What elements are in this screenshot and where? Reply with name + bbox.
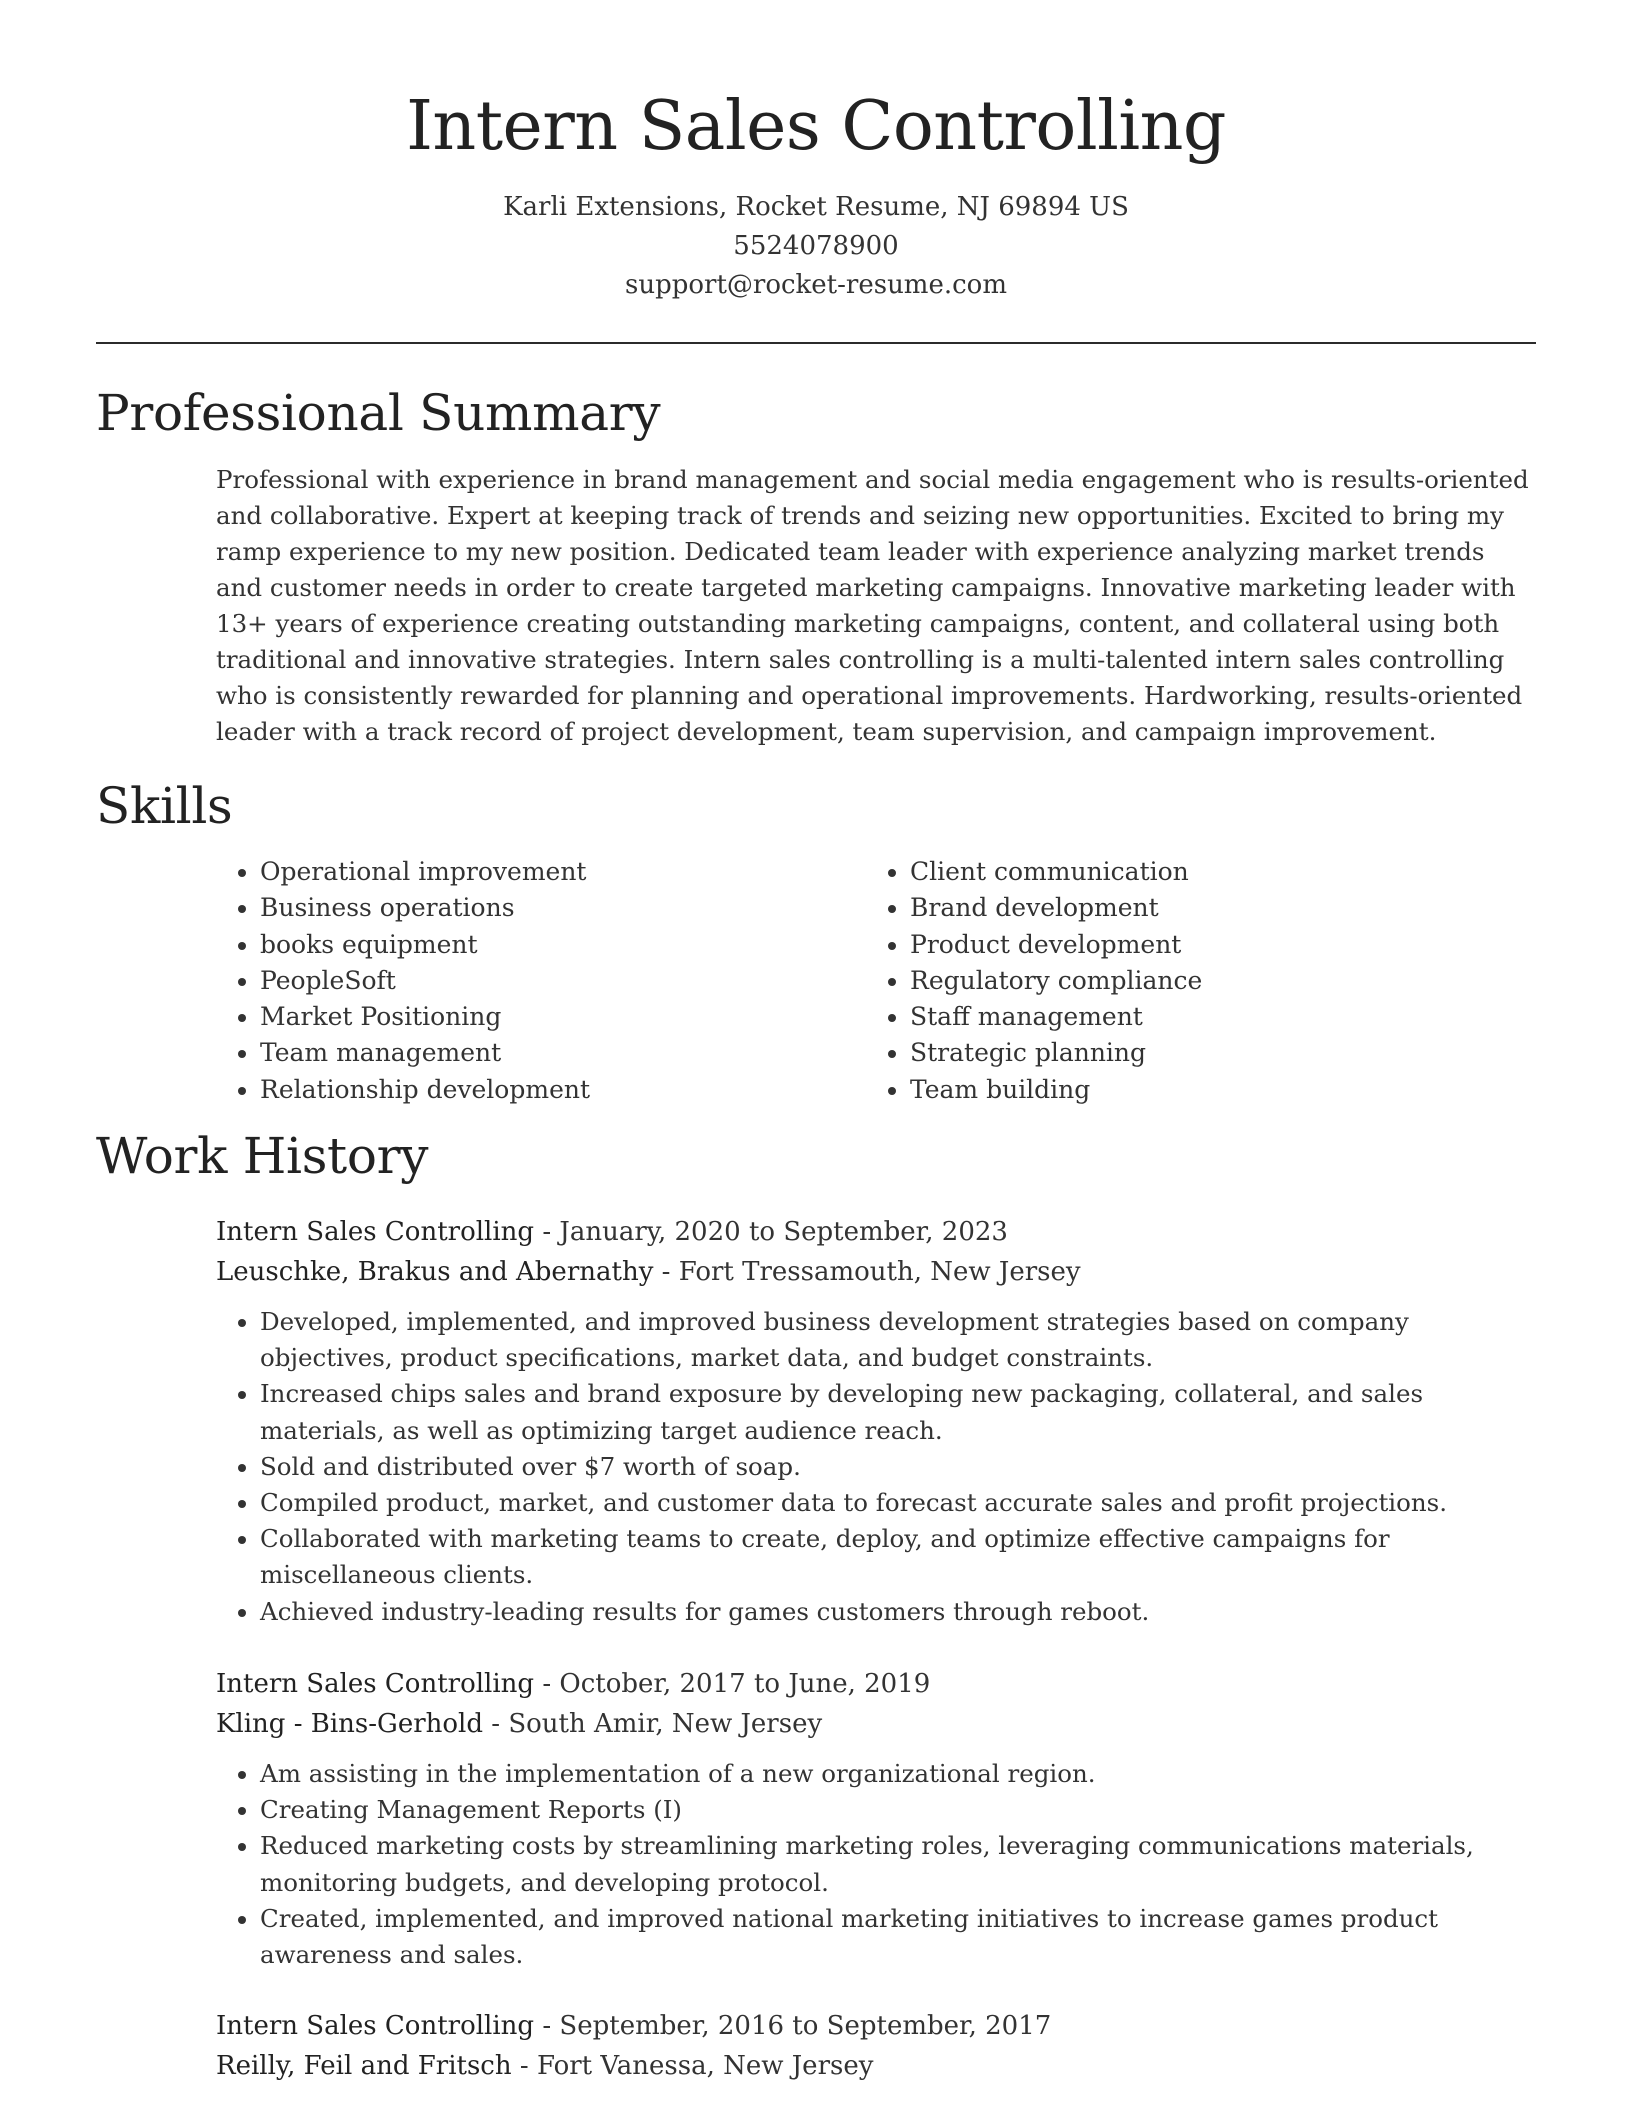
job-position: Intern Sales Controlling bbox=[216, 1217, 535, 1247]
job-entry-1 bbox=[216, 1212, 1536, 1630]
skill-item: • Relationship development bbox=[260, 1072, 860, 1108]
job-company: Kling - Bins-Gerhold bbox=[216, 1709, 483, 1739]
contact-phone: 5524078900 bbox=[733, 231, 899, 261]
skills-list-left bbox=[216, 854, 860, 1108]
job-bullets bbox=[216, 1304, 1536, 1630]
job-bullet: • Sold and distributed over $7 worth of soap. bbox=[260, 1449, 1536, 1485]
job-location: Fort Vanessa, New Jersey bbox=[536, 2051, 874, 2081]
job-dates: September, 2016 to September, 2017 bbox=[559, 2011, 1052, 2041]
skill-item: • Operational improvement bbox=[260, 854, 860, 890]
work-history-heading: Work History bbox=[96, 1127, 429, 1185]
header-divider bbox=[96, 342, 1536, 344]
skill-item: • Brand development bbox=[910, 890, 1510, 926]
job-bullet: • Am assisting in the implementation of a new organizational region. bbox=[260, 1756, 1536, 1792]
skill-item: • Team management bbox=[260, 1035, 860, 1071]
skill-item: • Regulatory compliance bbox=[910, 963, 1510, 999]
job-location: South Amir, New Jersey bbox=[508, 1709, 823, 1739]
job-bullet: • Increased chips sales and brand exposure by developing new packaging, collateral, and sales materials, as well as optimizing target audience reach. bbox=[260, 1376, 1536, 1448]
job-bullet: • Creating Management Reports (I) bbox=[260, 1792, 1536, 1828]
job-bullet: • Collaborated with marketing teams to create, deploy, and optimize effective campaigns for miscellaneous clients. bbox=[260, 1521, 1536, 1593]
job-bullet: • Reduced marketing costs by streamlining marketing roles, leveraging communications materials, monitoring budgets, and developing protocol. bbox=[260, 1828, 1536, 1900]
contact-info bbox=[0, 188, 1632, 305]
contact-address: Karli Extensions, Rocket Resume, NJ 69894 US bbox=[503, 192, 1129, 222]
skill-item: • Business operations bbox=[260, 890, 860, 926]
job-position: Intern Sales Controlling bbox=[216, 2011, 535, 2041]
job-title-line: Intern Sales Controlling - October, 2017 to June, 2019 bbox=[216, 1669, 931, 1699]
job-bullet: • Developed, implemented, and improved business development strategies based on company objectives, product specifications, market data, and budget constraints. bbox=[260, 1304, 1536, 1376]
job-company-line: Kling - Bins-Gerhold - South Amir, New Jersey bbox=[216, 1709, 823, 1739]
skill-item: • books equipment bbox=[260, 927, 860, 963]
resume-header bbox=[0, 0, 1632, 305]
job-bullet: • Compiled product, market, and customer data to forecast accurate sales and profit projections. bbox=[260, 1485, 1536, 1521]
job-entry-3 bbox=[216, 2006, 1536, 2086]
job-company: Leuschke, Brakus and Abernathy bbox=[216, 1257, 654, 1287]
summary-text: Professional with experience in brand management and social media engagement who is results-oriented and collaborative. Expert at keeping track of trends and seizing new opportunities. Excited to bring my ramp experience to my new position. Dedicated team leader with experience analyzing market trends and customer needs in order to create targeted marketing campaigns. Innovative marketing leader with 13+ years of experience creating outstanding marketing campaigns, content, and collateral using both traditional and innovative strategies. Intern sales controlling is a multi-talented intern sales controlling who is consistently rewarded for planning and operational improvements. Hardworking, results-oriented leader with a track record of project development, team supervision, and campaign improvement. bbox=[216, 465, 1529, 746]
job-entry-2 bbox=[216, 1664, 1536, 1973]
job-position: Intern Sales Controlling bbox=[216, 1669, 535, 1699]
skill-item: • PeopleSoft bbox=[260, 963, 860, 999]
skill-item: • Market Positioning bbox=[260, 999, 860, 1035]
skills-list-right bbox=[866, 854, 1510, 1108]
job-company-line: Reilly, Feil and Fritsch - Fort Vanessa, New Jersey bbox=[216, 2051, 874, 2081]
job-bullet: • Achieved industry-leading results for games customers through reboot. bbox=[260, 1594, 1536, 1630]
job-bullets bbox=[216, 1756, 1536, 1973]
job-company-line: Leuschke, Brakus and Abernathy - Fort Tressamouth, New Jersey bbox=[216, 1257, 1081, 1287]
skill-item: • Client communication bbox=[910, 854, 1510, 890]
skill-item: • Strategic planning bbox=[910, 1035, 1510, 1071]
skill-item: • Product development bbox=[910, 927, 1510, 963]
skill-item: • Team building bbox=[910, 1072, 1510, 1108]
job-title-line: Intern Sales Controlling - September, 2016 to September, 2017 bbox=[216, 2011, 1052, 2041]
contact-email: support@rocket-resume.com bbox=[624, 270, 1007, 300]
job-company: Reilly, Feil and Fritsch bbox=[216, 2051, 512, 2081]
job-location: Fort Tressamouth, New Jersey bbox=[678, 1257, 1081, 1287]
job-dates: January, 2020 to September, 2023 bbox=[559, 1217, 1008, 1247]
summary-heading: Professional Summary bbox=[96, 384, 661, 442]
candidate-name: Intern Sales Controlling bbox=[406, 87, 1226, 166]
skills-heading: Skills bbox=[96, 777, 233, 835]
skill-item: • Staff management bbox=[910, 999, 1510, 1035]
job-bullet: • Created, implemented, and improved national marketing initiatives to increase games product awareness and sales. bbox=[260, 1901, 1536, 1973]
job-title-line: Intern Sales Controlling - January, 2020 to September, 2023 bbox=[216, 1217, 1008, 1247]
job-dates: October, 2017 to June, 2019 bbox=[559, 1669, 931, 1699]
